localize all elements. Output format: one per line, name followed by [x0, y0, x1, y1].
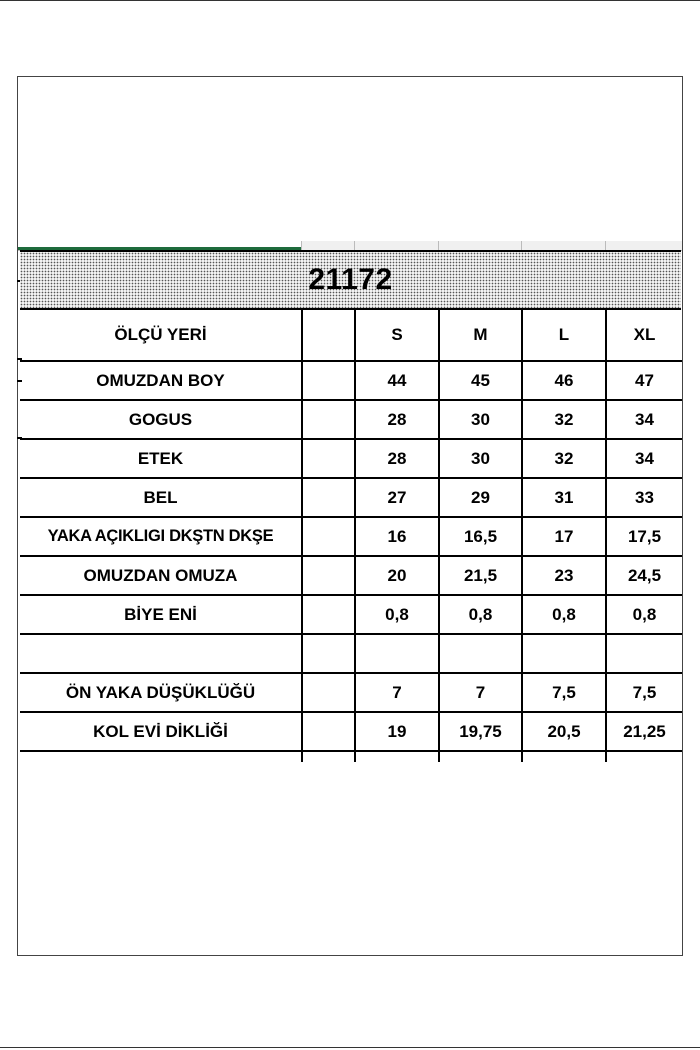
value-cell: [606, 634, 682, 673]
row-label: ÖN YAKA DÜŞÜKLÜĞÜ: [20, 673, 302, 712]
value-cell: 21,25: [606, 712, 682, 751]
value-cell: 24,5: [606, 556, 682, 595]
value-cell: 47: [606, 361, 682, 400]
table-row: [20, 439, 682, 478]
value-cell: 34: [606, 439, 682, 478]
model-number-title: 21172: [308, 263, 393, 296]
value-cell: 29: [439, 478, 522, 517]
value-cell: 32: [522, 439, 606, 478]
column-stub: [605, 750, 607, 762]
column-stub: [301, 750, 303, 762]
bottom-border-line: [0, 1047, 700, 1048]
column-stub: [354, 750, 356, 762]
value-cell: 7,5: [522, 673, 606, 712]
value-cell: [439, 634, 522, 673]
value-cell: [355, 634, 439, 673]
size-header-l: L: [522, 310, 606, 361]
row-label: KOL EVİ DİKLİĞİ: [20, 712, 302, 751]
value-cell: 33: [606, 478, 682, 517]
empty-cell: [302, 556, 355, 595]
column-separator: [301, 241, 302, 250]
value-cell: 19,75: [439, 712, 522, 751]
empty-cell: [302, 673, 355, 712]
row-label: OMUZDAN OMUZA: [20, 556, 302, 595]
column-separator: [521, 241, 522, 250]
value-cell: 17: [522, 517, 606, 556]
value-cell: 45: [439, 361, 522, 400]
column-stub: [438, 750, 440, 762]
empty-cell: [302, 712, 355, 751]
selected-column-indicator: [18, 241, 301, 250]
measure-point-header: ÖLÇÜ YERİ: [20, 310, 302, 361]
size-header-s: S: [355, 310, 439, 361]
column-separator: [354, 241, 355, 250]
table-row: [20, 556, 682, 595]
empty-cell: [302, 361, 355, 400]
column-stub: [521, 750, 523, 762]
value-cell: 30: [439, 439, 522, 478]
value-cell: 7: [439, 673, 522, 712]
value-cell: 7: [355, 673, 439, 712]
value-cell: 23: [522, 556, 606, 595]
table-row: [20, 361, 682, 400]
empty-cell: [302, 400, 355, 439]
size-header-xl: XL: [606, 310, 682, 361]
empty-cell: [302, 517, 355, 556]
table-row: [20, 478, 682, 517]
row-label: BEL: [20, 478, 302, 517]
table-header-row: [20, 310, 682, 361]
table-row: [20, 595, 682, 634]
value-cell: 27: [355, 478, 439, 517]
value-cell: 28: [355, 439, 439, 478]
value-cell: 17,5: [606, 517, 682, 556]
table-row: [20, 400, 682, 439]
value-cell: 0,8: [522, 595, 606, 634]
column-separator: [605, 241, 606, 250]
value-cell: 0,8: [355, 595, 439, 634]
empty-cell: [302, 634, 355, 673]
row-label: YAKA AÇIKLIGI DKŞTN DKŞE: [20, 517, 302, 556]
value-cell: 32: [522, 400, 606, 439]
value-cell: 30: [439, 400, 522, 439]
empty-cell: [302, 478, 355, 517]
empty-cell: [302, 595, 355, 634]
value-cell: 0,8: [439, 595, 522, 634]
value-cell: 46: [522, 361, 606, 400]
row-label: [20, 634, 302, 673]
table-row: [20, 712, 682, 751]
row-label: BİYE ENİ: [20, 595, 302, 634]
table-row-empty: [20, 634, 682, 673]
row-label: GOGUS: [20, 400, 302, 439]
value-cell: 28: [355, 400, 439, 439]
value-cell: 20: [355, 556, 439, 595]
column-separator: [438, 241, 439, 250]
value-cell: 44: [355, 361, 439, 400]
value-cell: 34: [606, 400, 682, 439]
table-row: [20, 517, 682, 556]
value-cell: [522, 634, 606, 673]
row-label: OMUZDAN BOY: [20, 361, 302, 400]
size-chart-table: [20, 310, 682, 752]
value-cell: 20,5: [522, 712, 606, 751]
value-cell: 19: [355, 712, 439, 751]
size-header-m: M: [439, 310, 522, 361]
value-cell: 0,8: [606, 595, 682, 634]
value-cell: 7,5: [606, 673, 682, 712]
top-border-line: [0, 0, 700, 1]
value-cell: 21,5: [439, 556, 522, 595]
value-cell: 16: [355, 517, 439, 556]
value-cell: 16,5: [439, 517, 522, 556]
row-label: ETEK: [20, 439, 302, 478]
empty-cell: [302, 439, 355, 478]
table-bottom-stubs: [20, 750, 682, 762]
empty-cell: [302, 310, 355, 361]
table-row: [20, 673, 682, 712]
value-cell: 31: [522, 478, 606, 517]
